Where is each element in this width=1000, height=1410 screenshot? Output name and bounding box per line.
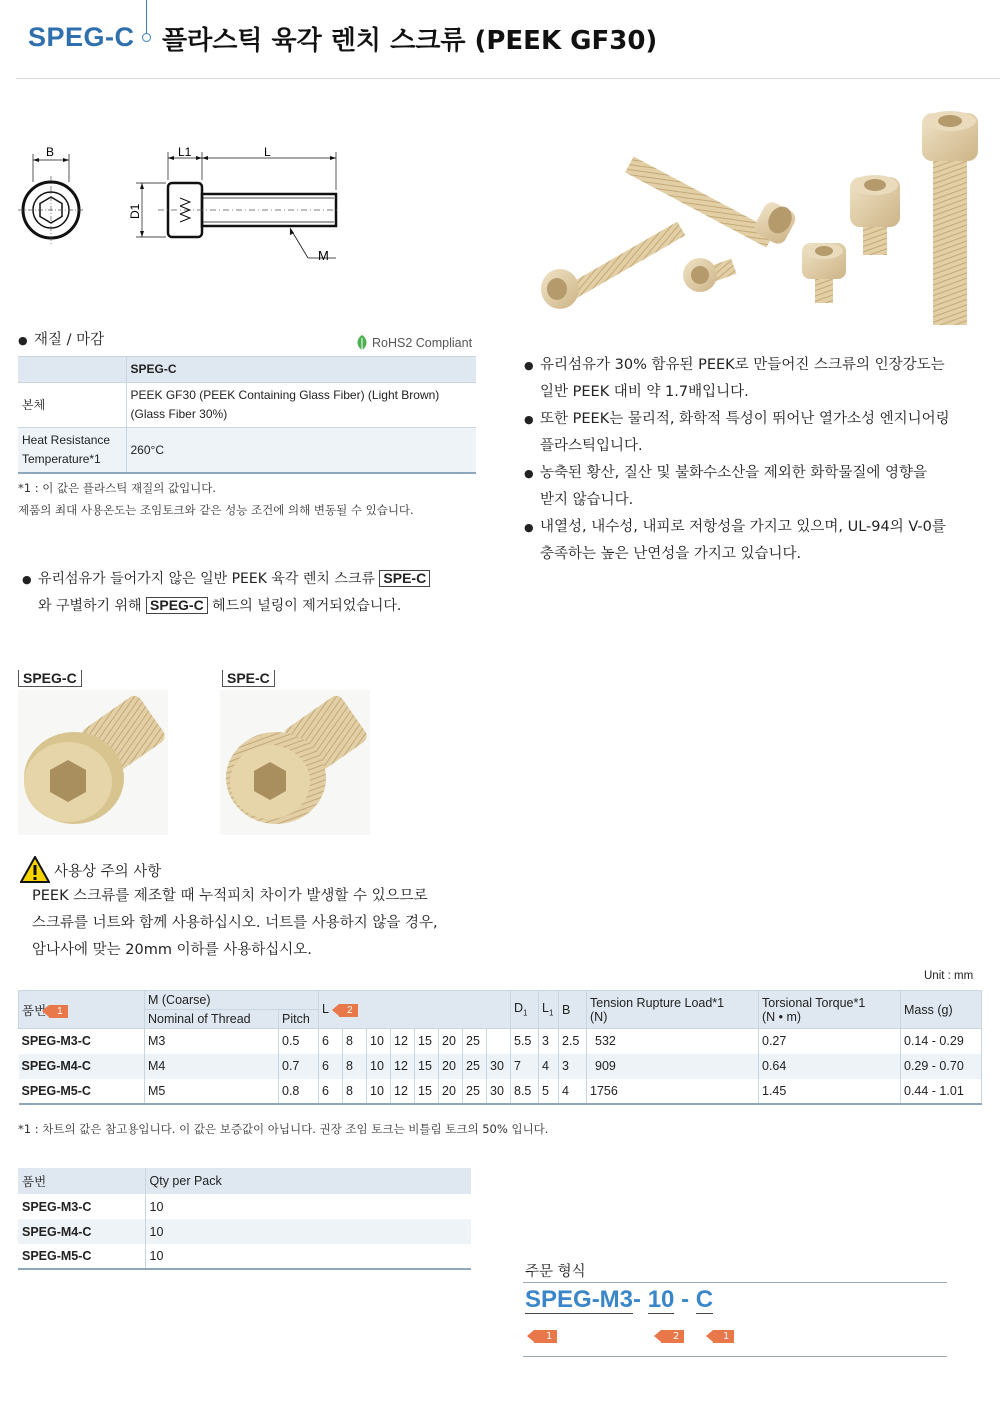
dim-l1-label: L1	[178, 145, 192, 159]
spec-cell-length	[487, 1029, 511, 1054]
spec-cell-part: SPEG-M3-C	[19, 1029, 145, 1054]
spec-cell-torque: 1.45	[759, 1079, 901, 1104]
qty-table	[18, 1168, 471, 1270]
spec-h-mass: Mass (g)	[901, 991, 982, 1029]
order-tag-1: 1	[534, 1330, 557, 1343]
photo-speg-c-head	[18, 690, 168, 835]
photo-screw-upright-medium	[850, 175, 900, 255]
order-heading: 주문 형식	[525, 1264, 586, 1280]
order-tag-3: 1	[713, 1330, 734, 1343]
spec-cell-length: 12	[391, 1029, 415, 1054]
qty-h-part: 품번	[18, 1168, 145, 1194]
spec-cell-length: 15	[415, 1079, 439, 1104]
caution-line-3: 암나사에 맞는 20mm 이하를 사용하십시오.	[32, 942, 312, 958]
order-tag-2: 2	[661, 1330, 684, 1343]
feature-item-3-cont: 받지 않습니다.	[540, 492, 634, 508]
spec-cell-length: 6	[319, 1079, 343, 1104]
material-table	[18, 356, 476, 474]
caution-body	[32, 883, 438, 964]
unit-label: Unit : mm	[924, 970, 974, 982]
order-sep-1: -	[633, 1286, 642, 1313]
knurl-note-text-1: 유리섬유가 들어가지 않은 일반 PEEK 육각 렌치 스크류	[38, 571, 375, 587]
spec-cell-d1: 5.5	[511, 1029, 539, 1054]
material-value-line-2: (Glass Fiber 30%)	[130, 407, 228, 421]
spec-table	[18, 990, 982, 1105]
caution-title: 사용상 주의 사항	[54, 864, 162, 880]
spec-h-pitch: Pitch	[279, 1010, 319, 1029]
caution-line-1: PEEK 스크류를 제조할 때 누적피치 차이가 발생할 수 있으므로	[32, 888, 428, 904]
spec-cell-l1: 4	[539, 1054, 559, 1079]
order-seg-part: SPEG-M3	[525, 1286, 634, 1313]
spec-row	[19, 1054, 982, 1079]
header-code: SPEG-C	[28, 22, 135, 52]
feature-item-1-cont: 일반 PEEK 대비 약 1.7배입니다.	[540, 384, 749, 400]
spec-cell-part: SPEG-M4-C	[19, 1054, 145, 1079]
spec-cell-length: 8	[343, 1054, 367, 1079]
spec-cell-d1: 7	[511, 1054, 539, 1079]
spec-cell-l1: 5	[539, 1079, 559, 1104]
knurl-note-box-spe-c: SPE-C	[379, 570, 430, 587]
caution-line-2: 스크류를 너트와 함께 사용하십시오. 너트를 사용하지 않을 경우,	[32, 915, 438, 931]
spec-cell-nominal: M5	[145, 1079, 279, 1104]
material-value-body	[126, 383, 476, 428]
qty-row	[18, 1244, 471, 1269]
spec-cell-b: 4	[559, 1079, 587, 1104]
spec-cell-length: 6	[319, 1054, 343, 1079]
heat-label-line-1: Heat Resistance	[22, 433, 111, 447]
spec-cell-length: 20	[439, 1054, 463, 1079]
material-row-heat	[18, 428, 476, 474]
spec-h-m: M (Coarse)	[145, 991, 319, 1010]
spec-cell-length: 10	[367, 1079, 391, 1104]
spec-row	[19, 1079, 982, 1104]
spec-cell-tension: 909	[587, 1054, 759, 1079]
knurl-note-text-2: 와 구별하기 위해	[38, 598, 142, 614]
spec-table-body	[19, 1029, 982, 1104]
order-rule-top	[523, 1282, 947, 1283]
qty-value: 10	[149, 1199, 164, 1214]
spec-cell-length: 10	[367, 1054, 391, 1079]
order-tag-suffix	[710, 1326, 734, 1345]
photo-screw-upright-small	[802, 243, 846, 303]
material-col-header: SPEG-C	[126, 357, 476, 383]
spec-cell-b: 3	[559, 1054, 587, 1079]
rohs-badge	[355, 334, 472, 352]
spec-h-part	[19, 991, 145, 1029]
qty-h-qty: Qty per Pack	[145, 1168, 471, 1194]
spec-note: *1 : 차트의 값은 참고용입니다. 이 값은 보증값이 아닙니다. 권장 조임 토크는 비틀림 토크의 50% 입니다.	[18, 1122, 549, 1136]
knurl-note-text-3: 헤드의 널링이 제거되었습니다.	[212, 598, 402, 614]
order-tag-part	[531, 1326, 557, 1345]
spec-cell-length: 20	[439, 1029, 463, 1054]
feature-item-4: ● 내열성, 내수성, 내피로 저항성을 가지고 있으며, UL-94의 V-0를	[524, 514, 994, 541]
material-note-2: 제품의 최대 사용온도는 조임토크와 같은 성능 조건에 의해 변동될 수 있습니다.	[18, 503, 414, 517]
photo-screw-long-2	[541, 222, 685, 309]
dim-l-label: L	[264, 145, 271, 159]
spec-h-tension-1: Tension Rupture Load*1	[590, 995, 725, 1010]
spec-h-nominal: Nominal of Thread	[145, 1010, 279, 1029]
spec-cell-torque: 0.64	[759, 1054, 901, 1079]
spec-cell-length: 8	[343, 1079, 367, 1104]
spec-cell-length: 12	[391, 1079, 415, 1104]
qty-value: 10	[145, 1219, 471, 1244]
qty-part: SPEG-M4-C	[18, 1219, 145, 1244]
spec-h-torque-2: (N • m)	[762, 1009, 802, 1024]
qty-header-row	[18, 1168, 471, 1194]
spec-cell-mass: 0.14 - 0.29	[901, 1029, 982, 1054]
product-photo	[520, 105, 990, 335]
order-rule-bottom	[523, 1356, 947, 1357]
spec-h-tension-2: (N)	[590, 1009, 608, 1024]
knurl-note-line-1	[22, 566, 502, 593]
spec-cell-mass: 0.29 - 0.70	[901, 1054, 982, 1079]
qty-part: SPEG-M5-C	[18, 1244, 145, 1269]
material-value-line-1: PEEK GF30 (PEEK Containing Glass Fiber) (Light Brown)	[130, 388, 440, 402]
spec-cell-tension: 532	[587, 1029, 759, 1054]
spec-h-b: B	[559, 991, 587, 1029]
knurl-note	[22, 566, 502, 619]
spec-h-part-label: 품번	[22, 1003, 47, 1018]
compare-label-spe-c: SPE-C	[222, 670, 275, 687]
spec-cell-nominal: M4	[145, 1054, 279, 1079]
order-seg-length: 10	[647, 1286, 675, 1313]
spec-cell-length: 25	[463, 1079, 487, 1104]
page-title: 플라스틱 육각 렌치 스크류 (PEEK GF30)	[162, 26, 658, 56]
warning-icon	[20, 856, 50, 883]
spec-h-l	[319, 991, 511, 1029]
spec-h-l-label: L	[322, 1002, 329, 1017]
dim-b-label: B	[46, 145, 55, 159]
material-heading: ● 재질 / 마감	[18, 327, 1000, 354]
spec-cell-mass: 0.44 - 1.01	[901, 1079, 982, 1104]
spec-header-row-1	[19, 991, 982, 1010]
spec-cell-length: 15	[415, 1029, 439, 1054]
feature-item-3: ● 농축된 황산, 질산 및 불화수소산을 제외한 화학물질에 영향을	[524, 460, 994, 487]
dimension-drawing	[18, 140, 348, 270]
spec-cell-d1: 8.5	[511, 1079, 539, 1104]
spec-cell-pitch: 0.8	[279, 1079, 319, 1104]
photo-spe-c-head	[220, 690, 370, 835]
header-divider-dot	[142, 33, 151, 42]
spec-cell-length: 30	[487, 1079, 511, 1104]
spec-cell-tension: 1756	[587, 1079, 759, 1104]
rohs-label: RoHS2 Compliant	[372, 336, 473, 350]
feature-list	[524, 352, 994, 568]
material-value-heat: 260°C	[126, 428, 476, 474]
material-note-1: *1 : 이 값은 플라스틱 재질의 값입니다.	[18, 481, 217, 495]
header-divider-line	[146, 0, 147, 34]
compare-label-speg-c: SPEG-C	[18, 670, 82, 687]
screw-front-view	[18, 154, 84, 244]
spec-cell-length: 12	[391, 1054, 415, 1079]
spec-cell-nominal: M3	[145, 1029, 279, 1054]
spec-cell-torque: 0.27	[759, 1029, 901, 1054]
knurl-note-line-2	[22, 593, 502, 619]
spec-row	[19, 1029, 982, 1054]
spec-cell-pitch: 0.5	[279, 1029, 319, 1054]
spec-cell-b: 2.5	[559, 1029, 587, 1054]
order-seg-suffix: C	[695, 1286, 714, 1313]
order-sep-2: -	[681, 1286, 690, 1313]
screw-side-view	[136, 152, 340, 258]
leaf-icon	[355, 334, 369, 352]
spec-cell-length: 15	[415, 1054, 439, 1079]
photo-screw-long-1	[625, 156, 798, 247]
material-label-body: 본체	[18, 383, 126, 428]
material-label-heat	[18, 428, 126, 474]
order-code	[525, 1286, 713, 1314]
spec-cell-length: 25	[463, 1054, 487, 1079]
spec-h-tension	[587, 991, 759, 1029]
spec-cell-length: 6	[319, 1029, 343, 1054]
dim-d1-label: D1	[128, 203, 142, 219]
spec-cell-length: 8	[343, 1029, 367, 1054]
spec-cell-part: SPEG-M5-C	[19, 1079, 145, 1104]
spec-cell-length: 30	[487, 1054, 511, 1079]
spec-cell-l1: 3	[539, 1029, 559, 1054]
spec-cell-pitch: 0.7	[279, 1054, 319, 1079]
feature-item-2: ● 또한 PEEK는 물리적, 화학적 특성이 뛰어난 열가소성 엔지니어링	[524, 406, 994, 433]
spec-h-d1: $D_1$	[511, 991, 539, 1029]
qty-part: SPEG-M3-C	[18, 1194, 145, 1219]
photo-screw-short-1	[683, 258, 737, 292]
spec-cell-length: 10	[367, 1029, 391, 1054]
order-tag-length	[658, 1326, 684, 1345]
spec-h-l1: $L_1$	[539, 991, 559, 1029]
feature-item-4-cont: 충족하는 높은 난연성을 가지고 있습니다.	[540, 546, 802, 562]
material-row-body	[18, 383, 476, 428]
heat-label-line-2: Temperature*1	[22, 452, 101, 466]
feature-item-2-cont: 플라스틱입니다.	[540, 438, 643, 454]
spec-cell-length: 20	[439, 1079, 463, 1104]
spec-tag-1: 1	[49, 1005, 68, 1018]
spec-h-torque-1: Torsional Torque*1	[762, 995, 866, 1010]
qty-row	[18, 1194, 471, 1219]
knurl-note-box-speg-c: SPEG-C	[146, 597, 208, 614]
photo-screw-upright-long	[922, 111, 978, 325]
qty-row	[18, 1219, 471, 1244]
dim-m-label: M	[318, 248, 329, 263]
header-rule	[16, 78, 1000, 79]
material-table-corner	[18, 357, 126, 383]
spec-h-torque	[759, 991, 901, 1029]
feature-item-1: ● 유리섬유가 30% 함유된 PEEK로 만들어진 스크류의 인장강도는	[524, 352, 994, 379]
spec-tag-2: 2	[339, 1004, 358, 1017]
qty-value: 10	[145, 1244, 471, 1269]
spec-cell-length: 25	[463, 1029, 487, 1054]
